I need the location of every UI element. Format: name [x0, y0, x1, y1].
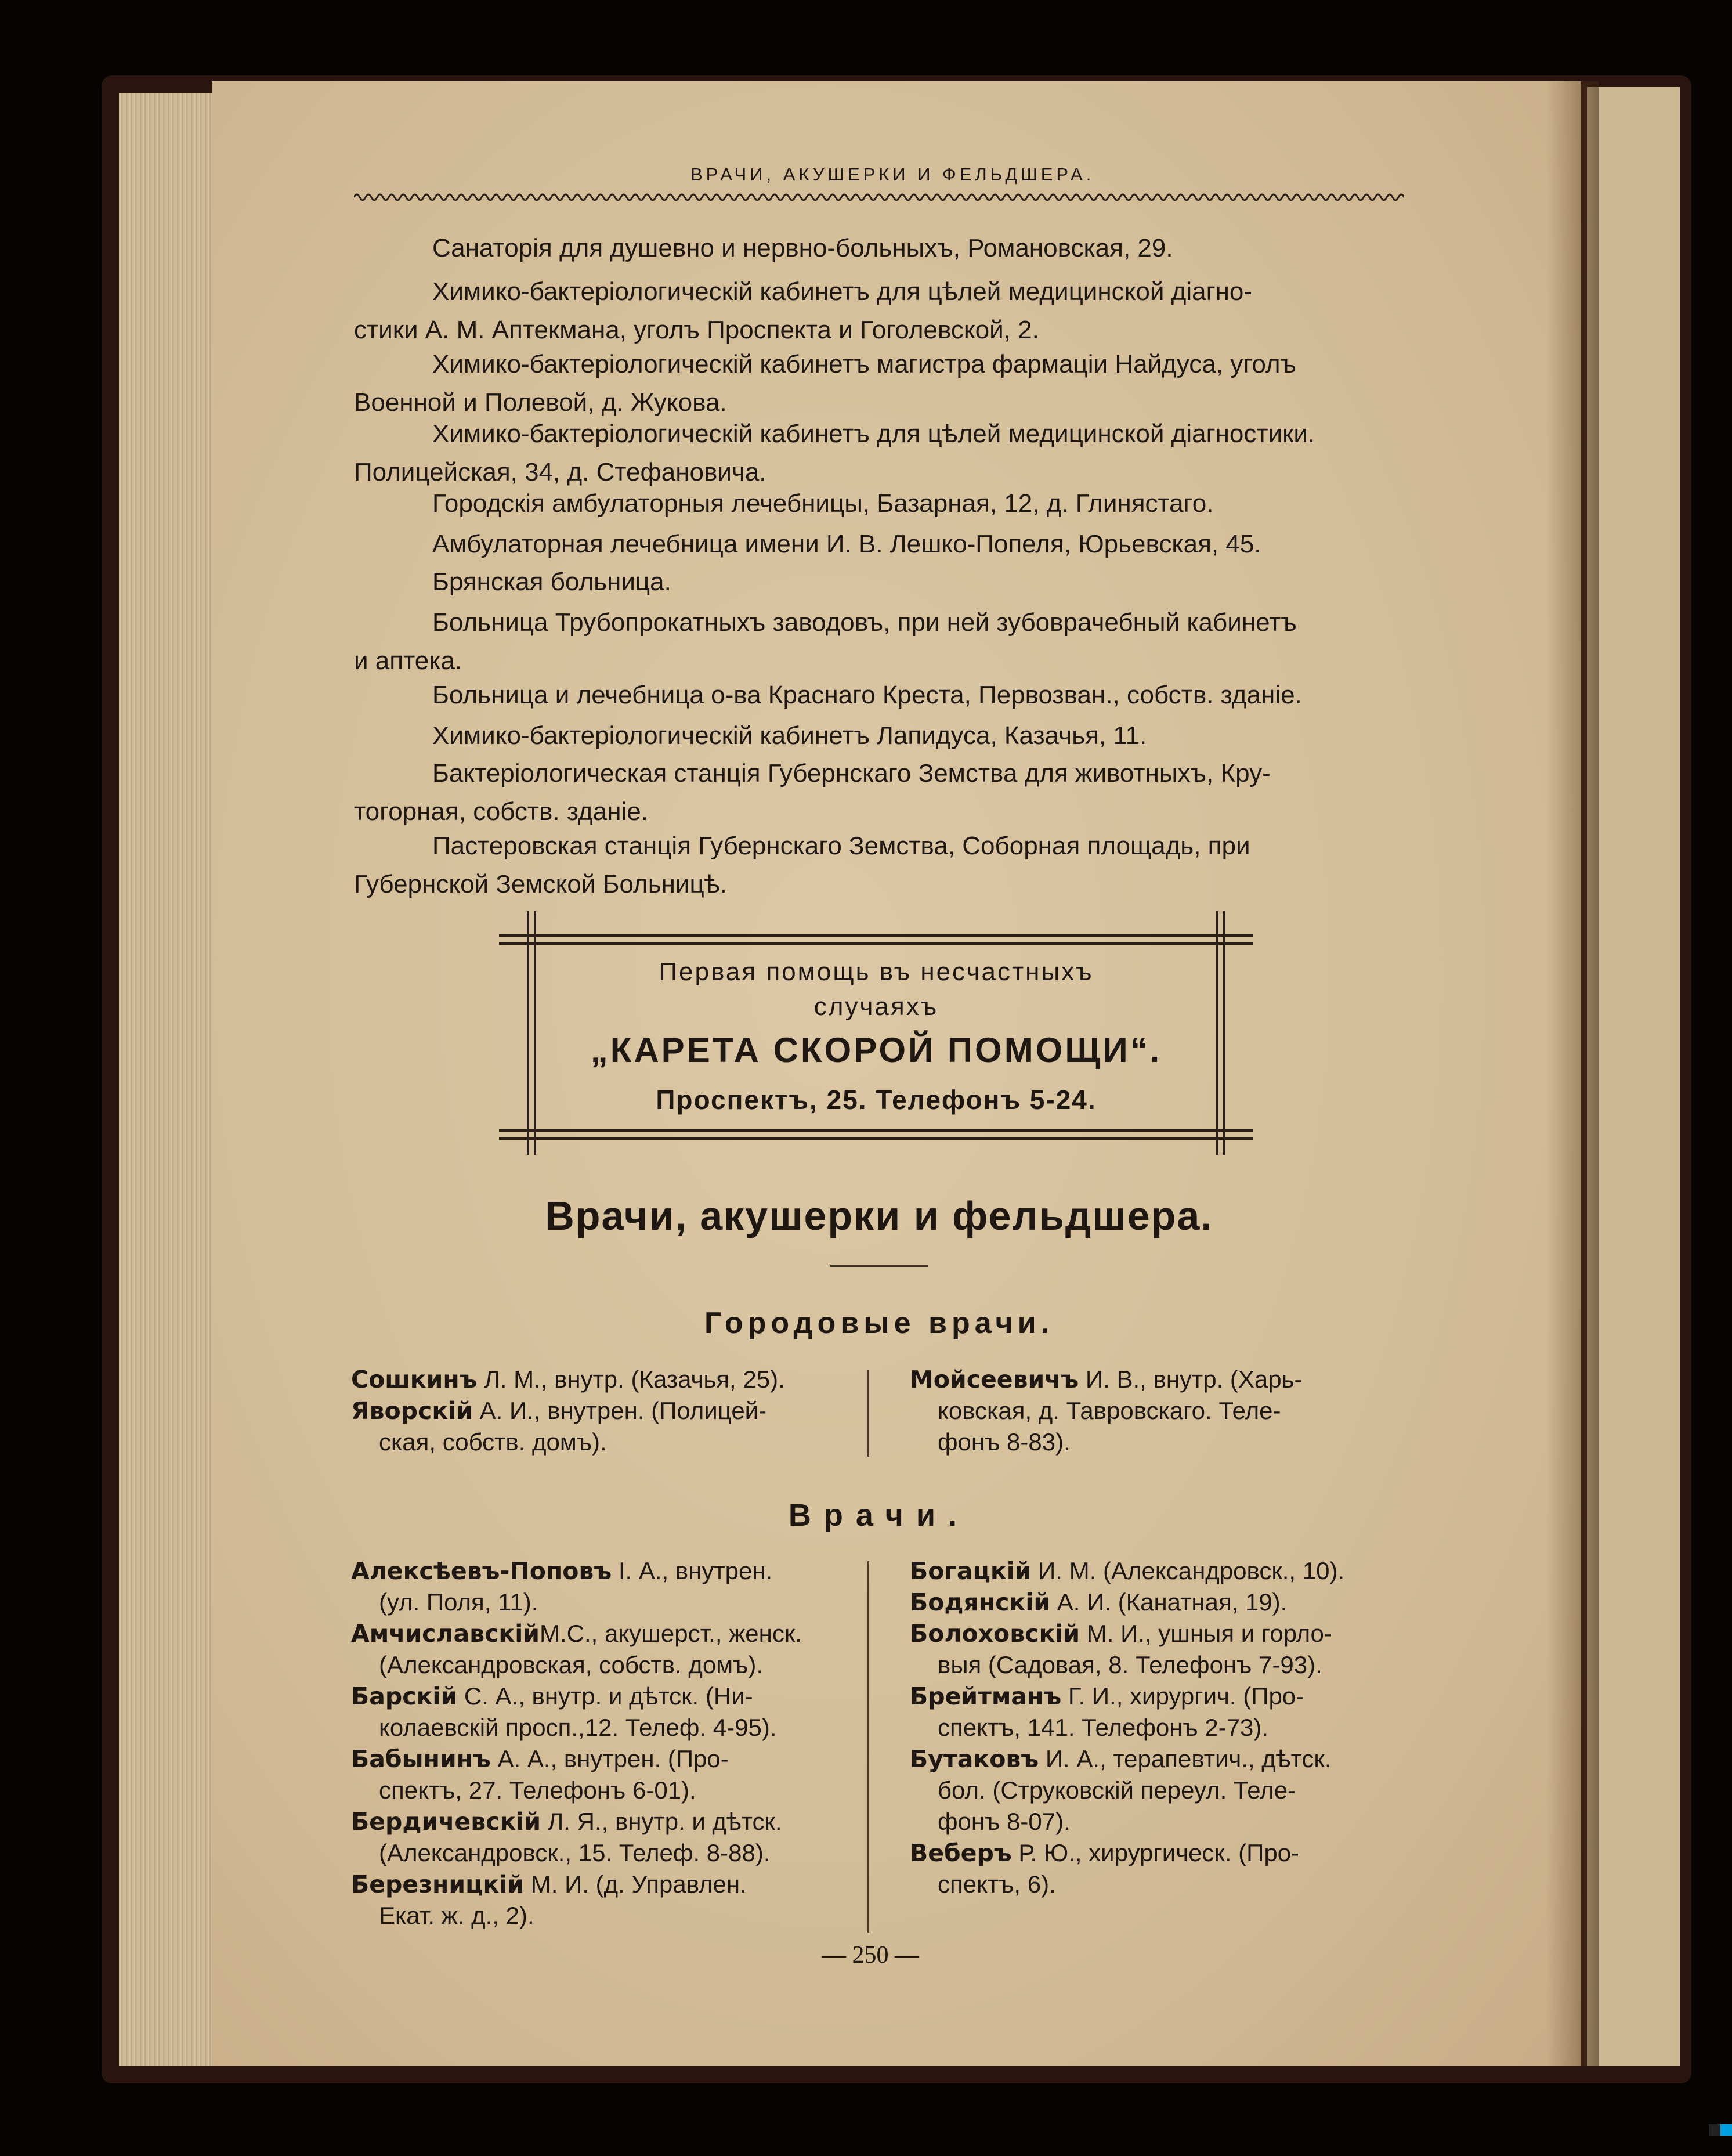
doctors-right-column [910, 1555, 1404, 1900]
entry-line: АмчиславскійМ.С., акушерст., женск. [351, 1620, 802, 1648]
facing-page-edge [1587, 87, 1680, 2066]
directory-entry [351, 1364, 833, 1395]
directory-entry [910, 1681, 1404, 1743]
institution-paragraph [354, 604, 1404, 680]
directory-entry [351, 1743, 833, 1806]
paragraph-line: Полицейская, 34, д. Стефановича. [354, 458, 766, 486]
institution-paragraph [354, 754, 1404, 831]
paragraph-line: Химико-бактеріологическій кабинетъ для цѣлей медицинской діагно- [432, 277, 1253, 306]
entry-line: Бабынинъ А. А., внутрен. (Про- [351, 1745, 729, 1773]
institution-paragraph [354, 676, 1404, 714]
doctor-surname: Бутаковъ [910, 1745, 1039, 1773]
ad-line-1: Первая помощь въ несчастныхъ [659, 958, 1094, 986]
section-title: Врачи, акушерки и фельдшера. [545, 1193, 1213, 1238]
entry-line: Березницкій М. И. (д. Управлен. [351, 1870, 747, 1898]
directory-entry [910, 1743, 1404, 1837]
entry-line: (ул. Поля, 11). [379, 1588, 538, 1616]
paragraph-line: стики А. М. Аптекмана, уголъ Проспекта и Гоголевской, 2. [354, 316, 1039, 344]
doctor-surname: Алексѣевъ-Поповъ [351, 1557, 612, 1585]
paragraph-line: и аптека. [354, 647, 462, 675]
paragraph-line: Химико-бактеріологическій кабинетъ Лапидуса, Казачья, 11. [432, 721, 1147, 750]
doctors-heading: Врачи. [788, 1498, 970, 1533]
entry-line: Яворскій А. И., внутрен. (Полицей- [351, 1397, 767, 1425]
entry-line: спектъ, 141. Телефонъ 2-73). [938, 1714, 1269, 1741]
entry-line: Сошкинъ Л. М., внутр. (Казачья, 25). [351, 1366, 785, 1393]
paragraph-line: Пастеровская станція Губернскаго Земства, Соборная площадь, при [432, 832, 1250, 860]
institution-paragraph [354, 273, 1404, 349]
doctor-surname: Веберъ [910, 1839, 1012, 1867]
directory-entry [910, 1364, 1404, 1458]
doctor-surname: Барскій [351, 1682, 458, 1710]
column-divider [867, 1370, 869, 1457]
entry-line: (Александровская, собств. домъ). [379, 1651, 764, 1678]
doctor-surname: Сошкинъ [351, 1366, 478, 1393]
entry-line: Барскій С. А., внутр. и дѣтск. (Ни- [351, 1682, 753, 1710]
institution-paragraph [354, 485, 1404, 523]
entry-line: фонъ 8-07). [938, 1808, 1071, 1835]
paragraph-line: Химико-бактеріологическій кабинетъ магистра фармаціи Найдуса, уголъ [432, 350, 1297, 378]
scan-marker [1720, 2124, 1732, 2136]
institution-paragraph [354, 415, 1404, 492]
ad-line-2: случаяхъ [813, 992, 939, 1021]
running-head: ВРАЧИ, АКУШЕРКИ И ФЕЛЬДШЕРА. [690, 164, 1095, 185]
entry-line: Болоховскій М. И., ушныя и горло- [910, 1620, 1332, 1648]
doctor-surname: Болоховскій [910, 1620, 1080, 1648]
entry-line: ковская, д. Тавровскаго. Теле- [938, 1397, 1281, 1424]
paragraph-line: Брянская больница. [432, 568, 671, 596]
entry-line: Веберъ Р. Ю., хирургическ. (Про- [910, 1839, 1300, 1867]
directory-entry [351, 1395, 833, 1458]
paragraph-line: Амбулаторная лечебница имени И. В. Лешко-Попеля, Юрьевская, 45. [432, 530, 1261, 558]
paragraph-line: Военной и Полевой, д. Жукова. [354, 388, 727, 417]
directory-entry [351, 1555, 833, 1618]
doctor-surname: Богацкій [910, 1557, 1032, 1585]
doctor-surname: Амчиславскій [351, 1620, 540, 1648]
entry-line: Екат. ж. д., 2). [379, 1902, 534, 1929]
page-gutter-shadow [1546, 81, 1599, 2066]
column-divider [867, 1561, 869, 1933]
entry-line: Богацкій И. М. (Александровск., 10). [910, 1557, 1345, 1585]
directory-entry [351, 1869, 833, 1931]
doctor-surname: Бердичевскій [351, 1808, 541, 1836]
city-doctors-left-column [351, 1364, 833, 1458]
entry-line: Бутаковъ И. А., терапевтич., дѣтск. [910, 1745, 1332, 1773]
paragraph-line: Больница и лечебница о-ва Краснаго Креста, Первозван., собств. зданіе. [432, 681, 1302, 709]
entry-line: Бердичевскій Л. Я., внутр. и дѣтск. [351, 1808, 782, 1836]
directory-entry [910, 1618, 1404, 1681]
paragraph-line: Санаторія для душевно и нервно-больныхъ, Романовская, 29. [432, 234, 1173, 262]
doctor-surname: Брейтманъ [910, 1682, 1062, 1710]
entry-line: Брейтманъ Г. И., хирургич. (Про- [910, 1682, 1304, 1710]
page-edges [119, 93, 223, 2066]
paragraph-line: Городскія амбулаторныя лечебницы, Базарная, 12, д. Глинястаго. [432, 489, 1214, 518]
institution-paragraph [354, 827, 1404, 904]
doctors-left-column [351, 1555, 833, 1931]
header-wavy-rule [354, 189, 1404, 206]
doctor-surname: Мойсеевичъ [910, 1366, 1079, 1393]
city-doctors-heading: Городовые врачи. [704, 1306, 1054, 1340]
entry-line: спектъ, 6). [938, 1870, 1056, 1898]
paragraph-line: тогорная, собств. зданіе. [354, 797, 648, 826]
directory-entry [351, 1681, 833, 1743]
page-number: — 250 — [822, 1942, 919, 1969]
entry-line: бол. (Струковскій переул. Теле- [938, 1776, 1296, 1804]
entry-line: фонъ 8-83). [938, 1428, 1071, 1456]
institution-paragraph [354, 229, 1404, 268]
doctor-surname: Бабынинъ [351, 1745, 491, 1773]
ad-title: „КАРЕТА СКОРОЙ ПОМОЩИ“. [590, 1031, 1162, 1070]
directory-entry [351, 1618, 833, 1681]
entry-line: выя (Садовая, 8. Телефонъ 7-93). [938, 1651, 1322, 1678]
institution-paragraph [354, 717, 1404, 755]
entry-line: Мойсеевичъ И. В., внутр. (Харь- [910, 1366, 1303, 1393]
doctor-surname: Бодянскій [910, 1588, 1051, 1616]
institution-paragraph [354, 563, 1404, 601]
directory-entry [351, 1806, 833, 1869]
entry-line: колаевскій просп.,12. Телеф. 4-95). [379, 1714, 777, 1741]
ad-address: Проспектъ, 25. Телефонъ 5-24. [656, 1085, 1097, 1115]
paragraph-line: Химико-бактеріологическій кабинетъ для цѣлей медицинской діагностики. [432, 420, 1315, 448]
institution-paragraph [354, 345, 1404, 422]
entry-line: Бодянскій А. И. (Канатная, 19). [910, 1588, 1288, 1616]
institution-paragraph [354, 525, 1404, 564]
doctor-surname: Яворскій [351, 1397, 473, 1425]
paragraph-line: Больница Трубопрокатныхъ заводовъ, при ней зубоврачебный кабинетъ [432, 608, 1297, 637]
directory-entry [910, 1555, 1404, 1587]
entry-line: (Александровск., 15. Телеф. 8-88). [379, 1839, 771, 1866]
scan-marker [1709, 2124, 1720, 2136]
entry-line: ская, собств. домъ). [379, 1428, 607, 1456]
paragraph-line: Бактеріологическая станція Губернскаго Земства для животныхъ, Кру- [432, 759, 1271, 788]
paragraph-line: Губернской Земской Больницѣ. [354, 870, 727, 898]
title-rule [830, 1265, 928, 1267]
directory-entry [910, 1587, 1404, 1618]
entry-line: Алексѣевъ-Поповъ І. А., внутрен. [351, 1557, 773, 1585]
entry-line: спектъ, 27. Телефонъ 6-01). [379, 1776, 696, 1804]
city-doctors-right-column [910, 1364, 1404, 1458]
directory-entry [910, 1837, 1404, 1900]
doctor-surname: Березницкій [351, 1870, 525, 1898]
